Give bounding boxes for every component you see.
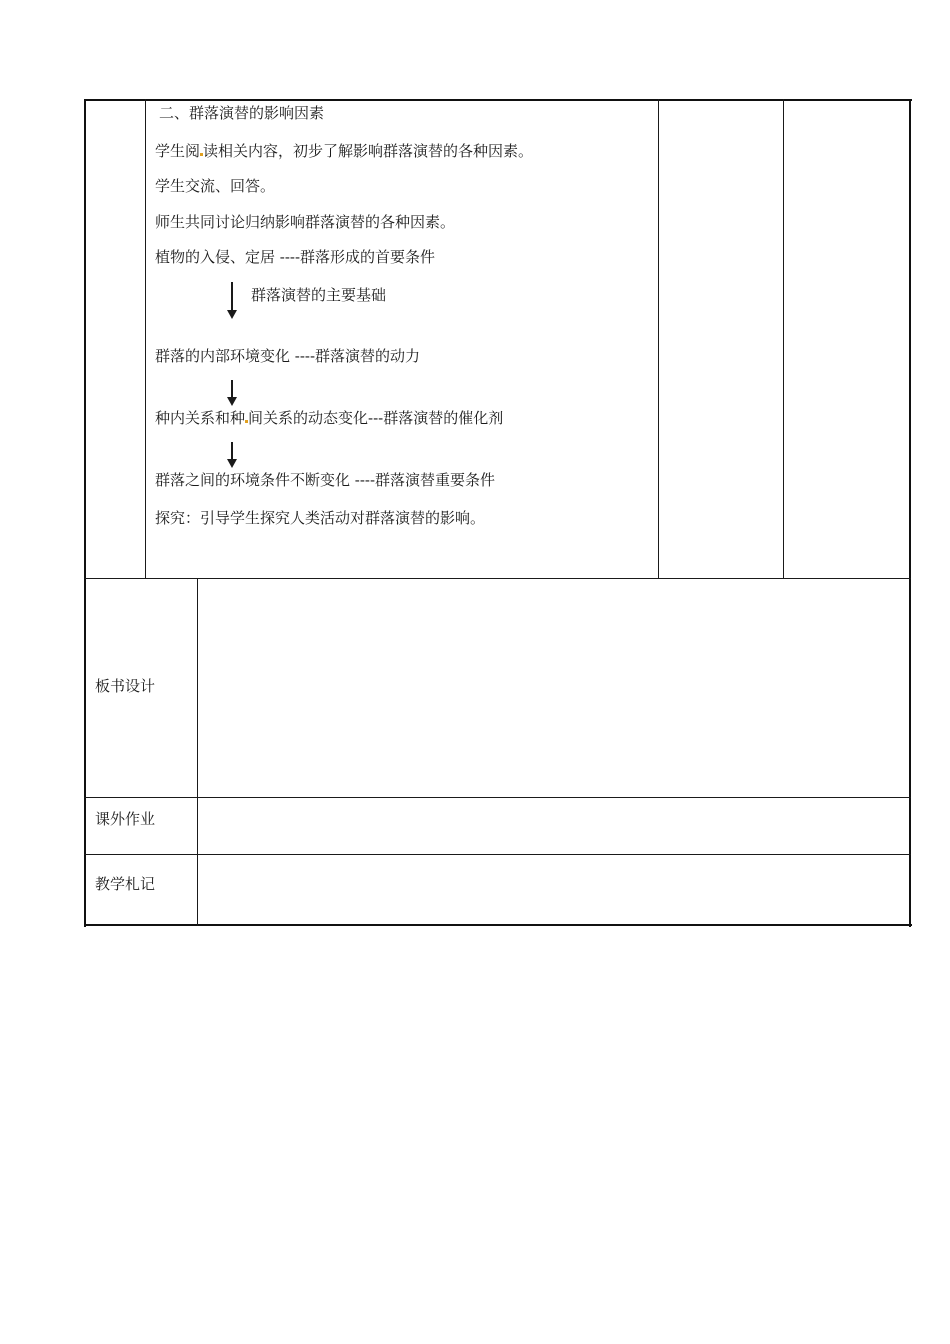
down-arrow-icon	[226, 442, 238, 469]
chain-line-environment: 群落之间的环境条件不断变化 ----群落演替重要条件	[155, 471, 496, 489]
col-divider-3	[783, 99, 784, 579]
board-design-label: 板书设计	[95, 677, 156, 695]
down-arrow-icon	[226, 282, 238, 320]
text-line-read	[155, 142, 533, 160]
explore-line: 探究：引导学生探究人类活动对群落演替的影响。	[155, 509, 486, 527]
text-line-exchange: 学生交流、回答。	[155, 177, 276, 195]
text-fragment: 间关系的动态变化---群落演替的催化剂	[248, 409, 504, 427]
text-fragment: 种内关系和种	[155, 409, 246, 427]
down-arrow-icon	[226, 380, 238, 407]
table-bottom-border	[84, 924, 912, 926]
teaching-notes-label: 教学札记	[95, 875, 156, 893]
chain-line-internal: 群落的内部环境变化 ----群落演替的动力	[155, 347, 421, 365]
text-fragment: 读相关内容，初步了解影响群落演替的各种因素。	[203, 142, 534, 160]
text-fragment: 学生阅	[155, 142, 201, 160]
board-design-cell	[198, 579, 909, 797]
col-divider-1	[145, 99, 146, 579]
table-left-border	[84, 99, 86, 927]
homework-label: 课外作业	[95, 810, 156, 828]
col-divider-2	[658, 99, 659, 579]
homework-cell	[198, 798, 909, 854]
table-top-border	[84, 99, 912, 101]
chain-line-relations	[155, 409, 503, 427]
text-line-discuss: 师生共同讨论归纳影响群落演替的各种因素。	[155, 213, 456, 231]
arrow-side-label: 群落演替的主要基础	[251, 286, 387, 304]
table-right-border	[909, 99, 911, 927]
section-heading: 二、群落演替的影响因素	[159, 104, 325, 122]
teaching-notes-cell	[198, 855, 909, 924]
text-line-invasion: 植物的入侵、定居 ----群落形成的首要条件	[155, 248, 436, 266]
